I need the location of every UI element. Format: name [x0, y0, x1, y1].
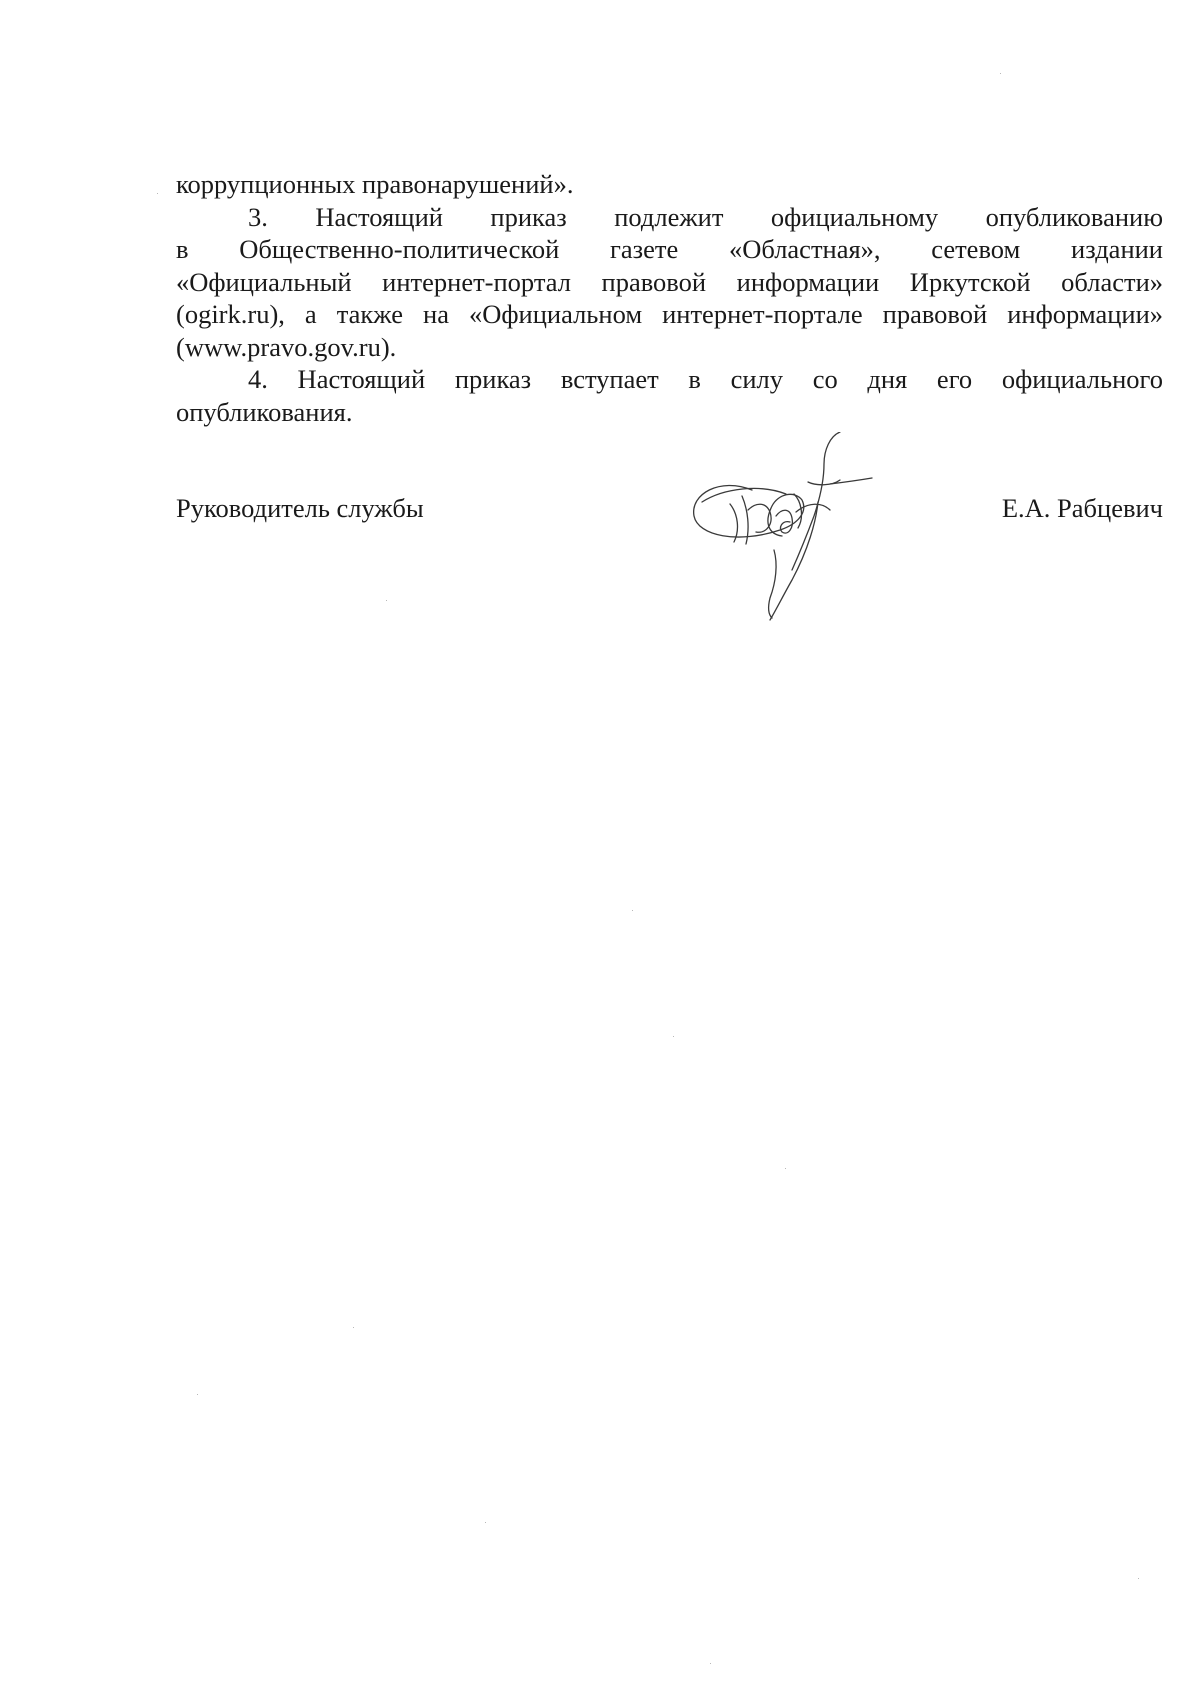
text-line: 4. Настоящий приказ вступает в силу со дня его официального	[248, 364, 1163, 394]
scan-speck	[197, 1394, 198, 1395]
scan-speck	[386, 600, 387, 601]
paragraph-continuation	[176, 168, 1163, 201]
scan-speck	[157, 193, 158, 194]
scan-speck	[710, 1663, 711, 1664]
scan-speck	[485, 1522, 486, 1523]
text-line: коррупционных правонарушений».	[176, 169, 574, 199]
handwritten-signature	[690, 432, 920, 632]
scan-speck	[632, 910, 633, 911]
text-line: (ogirk.ru), а также на «Официальном интернет-портале правовой информации»	[176, 299, 1163, 329]
paragraph-4	[176, 363, 1163, 428]
text-line: «Официальный интернет-портал правовой информации Иркутской области»	[176, 266, 1163, 297]
scan-speck	[353, 1327, 354, 1328]
paragraph-3	[176, 201, 1163, 364]
text-line: опубликования.	[176, 396, 353, 427]
signatory-name: Е.А. Рабцевич	[1001, 493, 1163, 523]
text-line: 3. Настоящий приказ подлежит официальному опубликованию	[248, 201, 1163, 232]
scan-speck	[1138, 1578, 1139, 1579]
document-body	[176, 168, 1163, 428]
scan-speck	[1000, 73, 1001, 74]
text-line: (www.pravo.gov.ru).	[176, 331, 397, 362]
scan-speck	[673, 1036, 674, 1037]
signatory-position: Руководитель службы	[176, 493, 424, 523]
text-line: в Общественно-политической газете «Областная», сетевом издании	[176, 234, 1163, 264]
scan-speck	[785, 1168, 786, 1169]
